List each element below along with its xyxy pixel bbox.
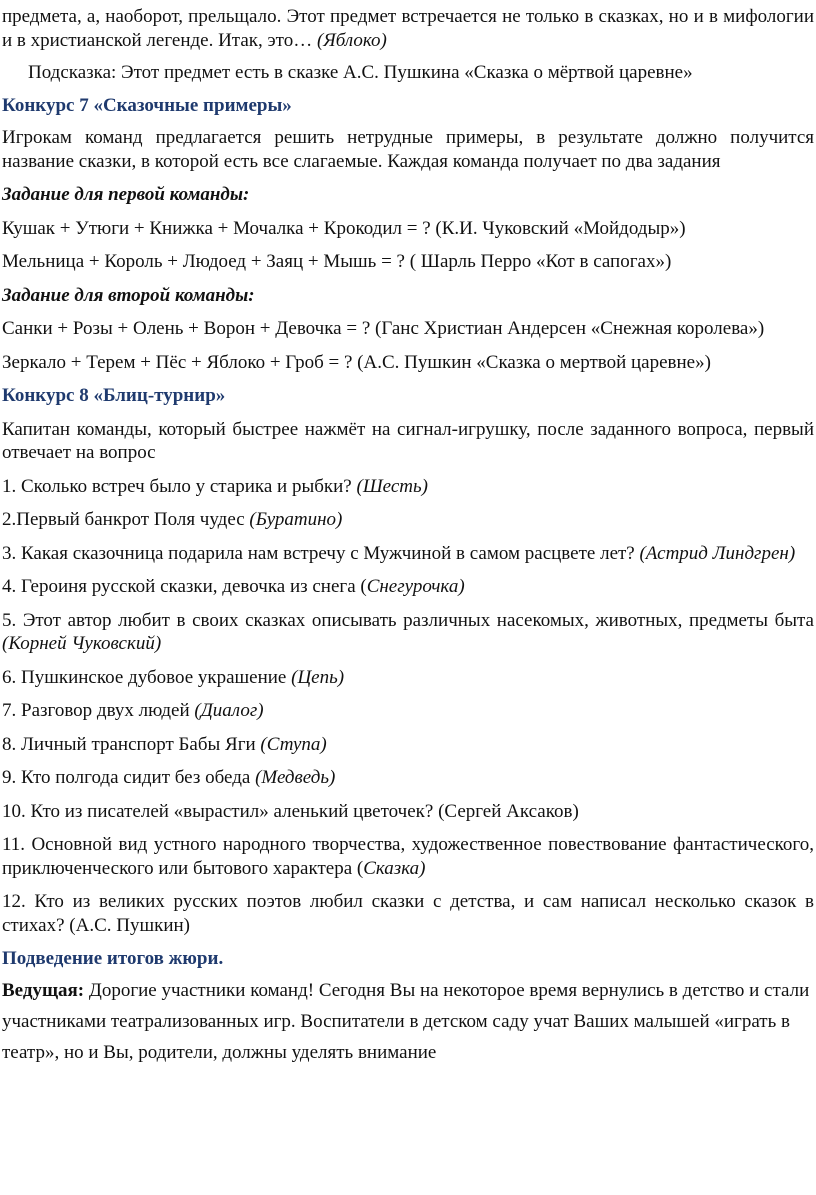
document-page xyxy=(0,5,816,1195)
question-4 xyxy=(2,575,814,599)
contest7-heading: Конкурс 7 «Сказочные примеры» xyxy=(2,94,292,116)
summary-speech xyxy=(2,975,814,1068)
contest7-team1-task-2: Мельница + Король + Людоед + Заяц + Мышь = ? ( Шарль Перро «Кот в сапогах») xyxy=(2,251,672,272)
question-answer: (Шесть) xyxy=(356,475,428,497)
question-9 xyxy=(2,766,814,790)
contest7-team2-task-1: Санки + Розы + Олень + Ворон + Девочка = ? (Ганс Христиан Андерсен «Снежная королева») xyxy=(2,318,765,339)
intro-paragraph xyxy=(2,5,814,52)
contest7-team2-label: Задание для второй команды: xyxy=(2,284,255,306)
summary-heading: Подведение итогов жюри. xyxy=(2,948,224,969)
intro-answer: (Яблоко) xyxy=(316,29,387,51)
question-answer: (Цепь) xyxy=(291,666,345,688)
speaker-label: Ведущая: xyxy=(2,979,85,1001)
contest8-description: Капитан команды, который быстрее нажмёт на сигнал-игрушку, после заданного вопроса, первый отвечает на вопрос xyxy=(2,418,814,463)
contest7-team2-task-2: Зеркало + Терем + Пёс + Яблоко + Гроб = ? (А.С. Пушкин «Сказка о мертвой царевне») xyxy=(2,351,711,373)
intro-hint: Подсказка: Этот предмет есть в сказке А.С. Пушкина «Сказка о мёртвой царевне» xyxy=(28,62,693,83)
question-answer: (Корней Чуковский) xyxy=(2,633,162,654)
question-answer: (Астрид Линдгрен) xyxy=(639,542,796,564)
question-10 xyxy=(2,800,814,824)
question-5 xyxy=(2,609,814,656)
contest7-team1-task-1: Кушак + Утюги + Книжка + Мочалка + Крокодил = ? (К.И. Чуковский «Мойдодыр») xyxy=(2,217,686,239)
question-answer: (Буратино) xyxy=(249,509,343,530)
question-text: 7. Разговор двух людей xyxy=(2,700,195,721)
question-text: 3. Какая сказочница подарила нам встречу с Мужчиной в самом расцвете лет? xyxy=(2,542,640,564)
question-text: 12. Кто из великих русских поэтов любил сказки с детства, и сам написал несколько сказок в стихах? (А.С. Пушкин) xyxy=(2,891,814,936)
question-11 xyxy=(2,833,814,880)
contest7-team1-label: Задание для первой команды: xyxy=(2,184,250,205)
question-answer: (Ступа) xyxy=(260,733,327,755)
intro-text: предмета, а, наоборот, прельщало. Этот предмет встречается не только в сказках, но и в мифологии и в христианской легенде. Итак, это… xyxy=(2,6,814,51)
question-text: 6. Пушкинское дубовое украшение xyxy=(2,666,292,688)
question-6 xyxy=(2,666,814,690)
question-text: 1. Сколько встреч было у старика и рыбки? xyxy=(2,475,357,497)
contest7-description: Игрокам команд предлагается решить нетрудные примеры, в результате должно получится название сказки, в которой есть все слагаемые. Каждая команда получает по два задания xyxy=(2,127,814,172)
question-2 xyxy=(2,508,814,532)
speech-text: Дорогие участники команд! Сегодня Вы на некоторое время вернулись в детство и стали участниками театрализованных игр. Воспитатели в детском саду учат Ваших малышей «играть в театр», но и Вы, родители, должны уделять внимание xyxy=(2,979,810,1063)
question-text: 9. Кто полгода сидит без обеда xyxy=(2,767,256,788)
question-text: 2.Первый банкрот Поля чудес xyxy=(2,509,250,530)
question-12 xyxy=(2,890,814,937)
question-text: 10. Кто из писателей «вырастил» аленький цветочек? (Сергей Аксаков) xyxy=(2,800,579,822)
question-3 xyxy=(2,542,814,566)
contest8-heading: Конкурс 8 «Блиц-турнир» xyxy=(2,385,226,406)
question-answer: (Медведь) xyxy=(255,767,336,788)
question-text: 4. Героиня русской сказки, девочка из снега ( xyxy=(2,576,367,597)
question-answer: (Диалог) xyxy=(194,700,264,721)
question-answer: Снегурочка) xyxy=(366,576,465,597)
question-8 xyxy=(2,733,814,757)
question-text: 5. Этот автор любит в своих сказках описывать различных насекомых, животных, предметы быта xyxy=(2,609,814,631)
question-1 xyxy=(2,475,814,499)
question-7 xyxy=(2,699,814,723)
question-answer: Сказка) xyxy=(363,857,426,879)
question-text: 11. Основной вид устного народного творчества, художественное повествование фантастического, приключенческого или бытового характера ( xyxy=(2,834,814,879)
question-text: 8. Личный транспорт Бабы Яги xyxy=(2,733,261,755)
